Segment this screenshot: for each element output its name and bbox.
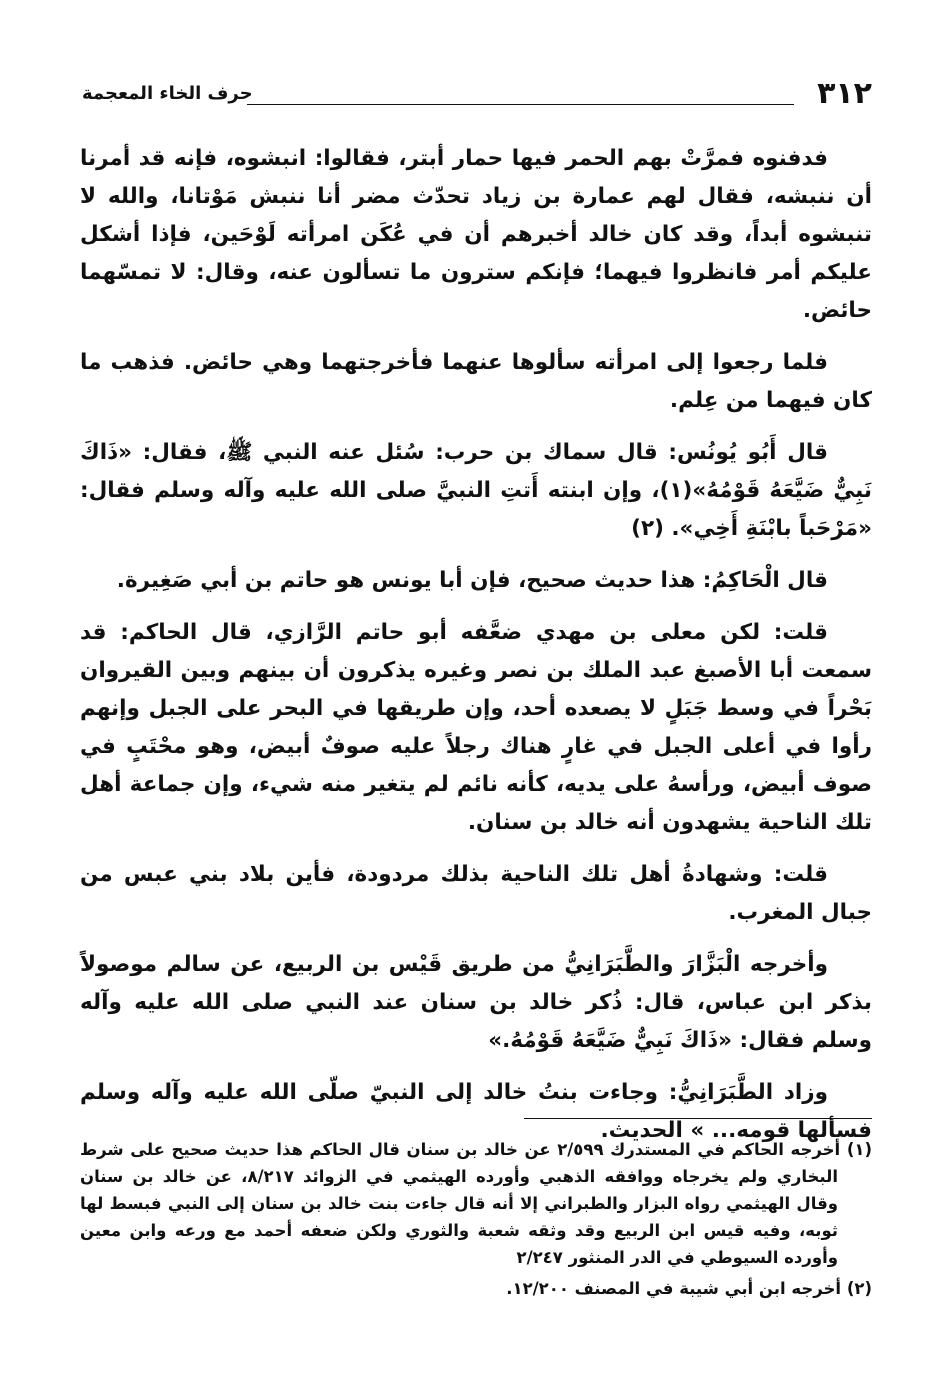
footnote-separator	[524, 1118, 872, 1119]
paragraph: قال الْحَاكِمُ: هذا حديث صحيح، فإن أبا يونس هو حاتم بن أبي صَغِيرة.	[116, 568, 828, 593]
paragraph: فدفنوه فمرَّتْ بهم الحمر فيها حمار أبتر، فقالوا: انبشوه، فإنه قد أمرنا أن ننبشه، فقال لهم عمارة بن زياد تحدّث مضر أنا ننبش مَوْتانا، والله لا تنبشوه أبداً، وقد كان خالد أخبرهم أن في عُكَن امرأته لَوْحَين، فإذا أشكل عليكم أمر فانظروا فيهما؛ فإنكم سترون ما تسألون عنه، وقال: لا تمسّهما حائض.	[80, 146, 872, 323]
header-rule	[247, 104, 794, 105]
paragraph: قال أَبُو يُونُس: قال سماك بن حرب: سُئل عنه النبي ﷺ، فقال: «ذَاكَ نَبِيٌّ ضَيَّعَهُ قَوْمُهُ»(١)، وإن ابنته أَتتِ النبيَّ صلى الله عليه وآله وسلم فقال: «مَرْحَباً بابْنَةِ أَخِي». (٢)	[80, 440, 873, 541]
paragraph: وزاد الطَّبَرَانِيُّ: وجاءت بنتُ خالد إلى النبيّ صلّى الله عليه وآله وسلم فسألها قومه... » الحديث.	[80, 1080, 872, 1143]
paragraph: قلت: وشهادةُ أهل تلك الناحية بذلك مردودة، فأين بلاد بني عبس من جبال المغرب.	[80, 862, 872, 925]
paragraph: قلت: لكن معلى بن مهدي ضعَّفه أبو حاتم الرَّازي، قال الحاكم: قد سمعت أبا الأصبغ عبد الملك بن نصر وغيره يذكرون أن بينهم وبين القيروان بَحْراً في وسط جَبَلٍ لا يصعده أحد، وإن طريقها في البحر على الجبل وإنهم رأوا في أعلى الجبل في غارٍ هناك رجلاً عليه صوفٌ أبيض، وهو محْتَبٍ في صوف أبيض، ورأسهُ على يديه، كأنه نائم لم يتغير منه شيء، وإن جماعة أهل تلك الناحية يشهدون أنه خالد بن سنان.	[80, 620, 872, 835]
page-header	[82, 76, 872, 116]
footnote: (٢) أخرجه ابن أبي شيبة في المصنف ١٢/٢٠٠.	[506, 1279, 872, 1298]
running-title: حرف الخاء المعجمة	[82, 83, 253, 104]
footnotes	[80, 1136, 872, 1306]
paragraph: وأخرجه الْبَزَّارَ والطَّبَرَانِيُّ من طريق قَيْس بن الربيع، عن سالم موصولاً بذكر ابن عباس، قال: ذُكر خالد بن سنان عند النبي صلى الله عليه وآله وسلم فقال: «ذَاكَ نَبِيٌّ ضَيَّعَهُ قَوْمُهُ.»	[80, 952, 872, 1053]
main-text	[80, 140, 872, 1164]
paragraph: فلما رجعوا إلى امرأته سألوها عنهما فأخرجتهما وهي حائض. فذهب ما كان فيهما من عِلم.	[80, 350, 872, 413]
page-number: ٣١٢	[817, 76, 872, 111]
footnote: (١) أخرجه الحاكم في المستدرك ٢/٥٩٩ عن خالد بن سنان قال الحاكم هذا حديث صحيح على شرط البخاري ولم يخرجاه ووافقه الذهبي وأورده الهيثمي في الزوائد ٨/٢١٧، عن خالد بن سنان وقال الهيثمي رواه البزار والطبراني إلا أنه قال جاءت بنت خالد بن سنان إلى النبي فبسط لها ثوبه، وفيه قيس ابن الربيع وقد وثقه شعبة والثوري ولكن ضعفه أحمد مع ورعه وابن معين وأورده السيوطي في الدر المنثور ٢/٢٤٧	[80, 1140, 872, 1267]
